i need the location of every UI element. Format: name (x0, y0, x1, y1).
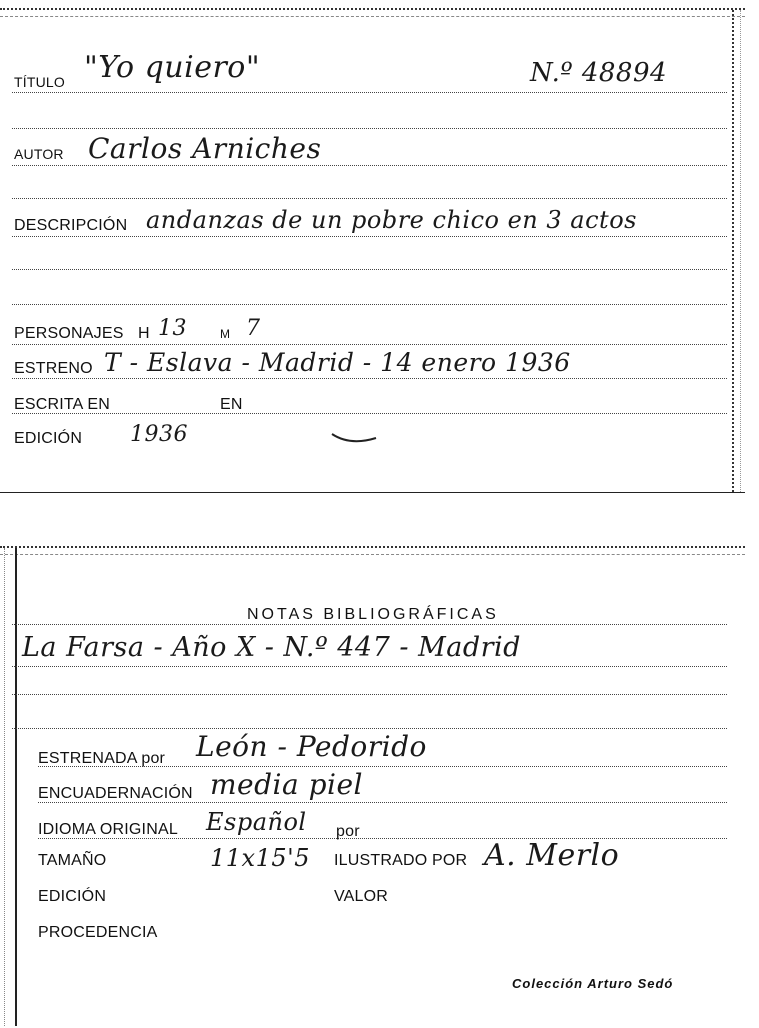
card-top-bottom-edge (0, 492, 745, 493)
rule (12, 666, 727, 667)
rule (12, 378, 727, 379)
en-label: EN (220, 396, 243, 413)
notas-heading: NOTAS BIBLIOGRÁFICAS (247, 606, 499, 623)
titulo-label: TÍTULO (14, 74, 65, 90)
rule (12, 344, 727, 345)
catalog-card-bottom (0, 538, 745, 1026)
rule (12, 304, 727, 305)
estreno-value: T - Eslava - Madrid - 14 enero 1936 (104, 348, 571, 377)
escrita-en-label: ESCRITA EN (14, 396, 110, 413)
rule (12, 198, 727, 199)
personajes-label: PERSONAJES (14, 325, 124, 342)
rule (12, 728, 727, 729)
coleccion-footer: Colección Arturo Sedó (512, 976, 674, 991)
card-left-edge (4, 548, 17, 1026)
m-value: 7 (246, 316, 261, 341)
catalog-card-top (0, 0, 745, 492)
encuadernacion-value: media piel (210, 768, 363, 801)
estrenada-value: León - Pedorido (196, 730, 427, 763)
edicion-label: EDICIÓN (38, 888, 107, 905)
autor-value: Carlos Arniches (88, 132, 322, 165)
notas-value: La Farsa - Año X - N.º 447 - Madrid (22, 632, 521, 663)
h-value: 13 (158, 316, 187, 341)
rule (12, 165, 727, 166)
estreno-label: ESTRENO (14, 360, 93, 377)
valor-label: VALOR (334, 888, 389, 905)
tamano-label: TAMAÑO (38, 852, 107, 869)
ilustrado-label: ILUSTRADO POR (334, 852, 468, 869)
idioma-label: IDIOMA ORIGINAL (38, 821, 178, 838)
encuadernacion-label: ENCUADERNACIÓN (38, 785, 193, 802)
pen-stroke-mark (330, 430, 380, 446)
rule (12, 236, 727, 237)
catalog-number: N.º 48894 (530, 58, 668, 88)
procedencia-label: PROCEDENCIA (38, 924, 158, 941)
card-right-edge (732, 10, 741, 492)
card-top-edge (0, 546, 745, 555)
edicion-value: 1936 (130, 422, 188, 447)
ilustrado-value: A. Merlo (484, 838, 620, 873)
rule (12, 624, 727, 625)
descripcion-value: andanzas de un pobre chico en 3 actos (146, 206, 637, 234)
edicion-label: EDICIÓN (14, 430, 83, 447)
rule (12, 128, 727, 129)
autor-label: AUTOR (14, 146, 64, 162)
titulo-value: "Yo quiero" (84, 50, 261, 85)
rule (12, 92, 727, 93)
por-label: por (336, 823, 360, 840)
m-label: M (220, 327, 231, 341)
tamano-value: 11x15'5 (210, 844, 310, 872)
descripcion-label: DESCRIPCIÓN (14, 217, 128, 234)
h-label: H (138, 325, 150, 342)
idioma-value: Español (206, 808, 307, 836)
card-top-edge (0, 8, 745, 17)
rule (12, 694, 727, 695)
rule (12, 269, 727, 270)
estrenada-label: ESTRENADA por (38, 750, 166, 767)
rule (12, 413, 727, 414)
